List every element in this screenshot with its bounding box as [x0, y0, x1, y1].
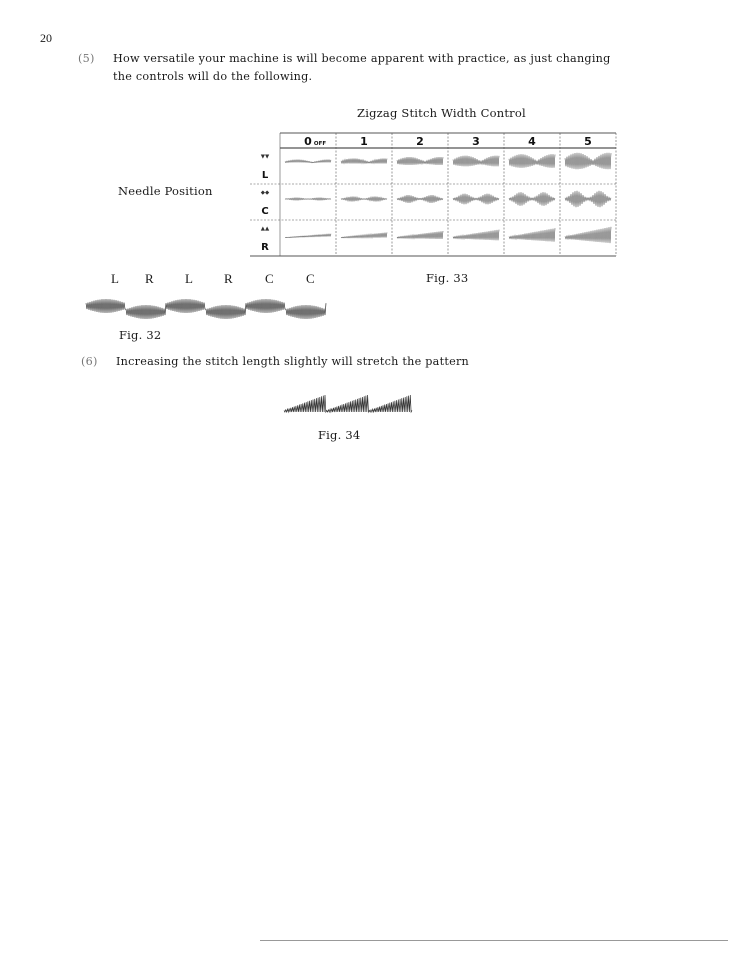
para-5-line-2: the controls will do the following. — [113, 70, 313, 83]
fig34-stitch-line — [284, 395, 412, 412]
stitch-sample-1-2 — [397, 195, 443, 203]
stitch-sample-1-0 — [285, 198, 331, 200]
stitch-sample-0-2 — [397, 157, 443, 165]
para-6-marker: (6) — [81, 355, 98, 368]
row-label-2: R — [261, 242, 269, 253]
stitch-sample-0-1 — [341, 158, 387, 163]
stitch-sample-1-1 — [341, 196, 387, 201]
row-label-0: L — [261, 170, 269, 181]
needle-position-label: Needle Position — [118, 184, 213, 198]
page-number: 20 — [40, 31, 52, 45]
col-header-5: 5 — [584, 135, 592, 148]
fig32-letter-4: R — [224, 271, 233, 286]
para-5-marker: (5) — [78, 52, 95, 65]
fig32-letter-5: C — [265, 271, 274, 286]
row-symbol-0: ▼▼ — [260, 154, 270, 160]
para-5-line-1: How versatile your machine is will become apparent with practice, as just changing — [113, 52, 611, 65]
stitch-sample-1-4 — [509, 192, 555, 206]
fig32-letter-6: C — [306, 271, 315, 286]
col-header-1: 1 — [360, 135, 368, 148]
fig32-letter-2: R — [145, 271, 154, 286]
stitch-sample-0-3 — [453, 156, 499, 167]
stitch-sample-1-5 — [565, 191, 611, 207]
table-title: Zigzag Stitch Width Control — [357, 106, 526, 120]
stitch-sample-2-0 — [285, 234, 331, 238]
fig32-stitch-line — [86, 299, 326, 319]
col-header-0: 0 — [304, 135, 312, 148]
col-header-sub-0: OFF — [313, 141, 327, 147]
row-symbol-1: ◆◆ — [260, 190, 270, 196]
stitch-width-table — [250, 132, 634, 258]
stitch-sample-2-3 — [453, 230, 499, 241]
para-6-text: Increasing the stitch length slightly will stretch the pattern — [116, 355, 469, 368]
row-headers — [261, 154, 270, 253]
bottom-rule — [260, 940, 728, 941]
col-header-3: 3 — [472, 135, 480, 148]
stitch-sample-2-2 — [397, 231, 443, 239]
table-grid — [250, 133, 616, 256]
stitch-sample-0-4 — [509, 154, 555, 168]
fig32-letter-3: L — [185, 271, 193, 286]
fig32-letter-1: L — [111, 271, 119, 286]
stitch-sample-0-0 — [285, 160, 331, 163]
fig34-caption: Fig. 34 — [318, 428, 361, 442]
col-header-4: 4 — [528, 135, 536, 148]
stitch-sample-0-5 — [565, 153, 611, 169]
fig33-caption: Fig. 33 — [426, 271, 469, 285]
fig32-caption: Fig. 32 — [119, 328, 162, 342]
stitch-sample-2-4 — [509, 228, 555, 242]
stitch-sample-1-3 — [453, 194, 499, 205]
row-label-1: C — [261, 206, 269, 217]
stitch-sample-2-1 — [341, 232, 387, 238]
stitch-sample-2-5 — [565, 227, 611, 243]
col-header-2: 2 — [416, 135, 424, 148]
fig32-stitch-pattern — [82, 294, 332, 324]
row-symbol-2: ▲▲ — [260, 226, 270, 232]
fig34-stitch-pattern — [280, 390, 420, 416]
